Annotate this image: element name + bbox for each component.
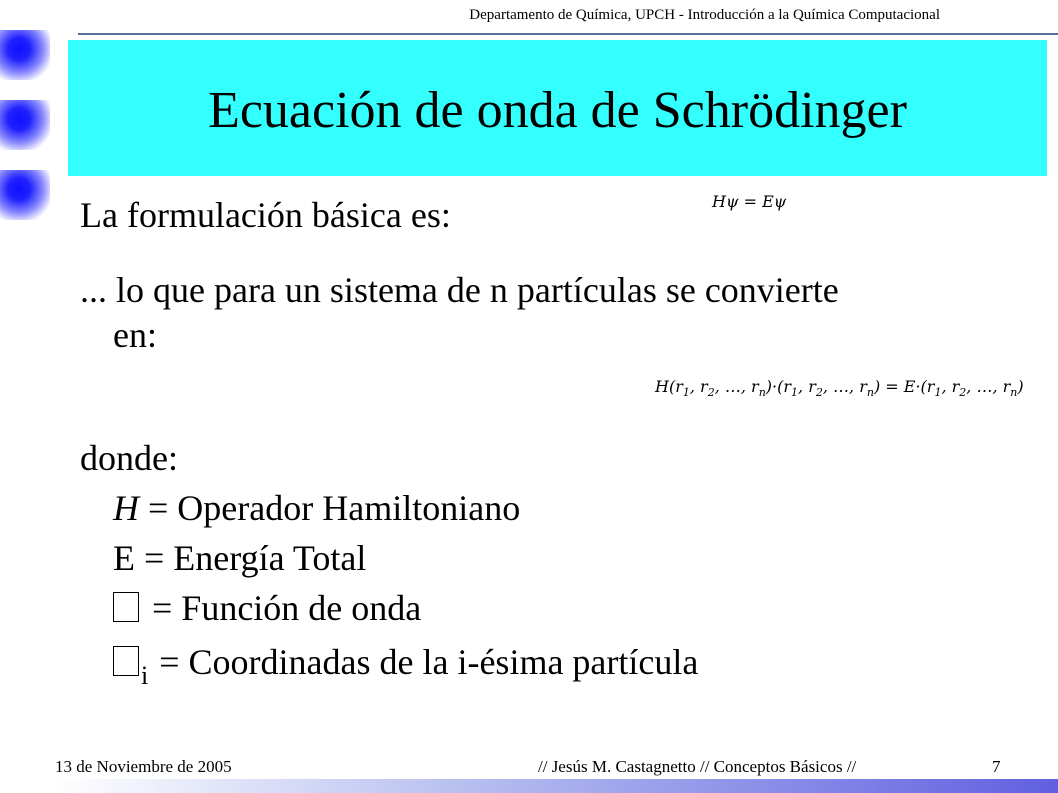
- slide-header: Departamento de Química, UPCH - Introducción a la Química Computacional: [469, 7, 940, 23]
- n-particle-text: ... lo que para un sistema de n partículas se convierte: [80, 270, 839, 310]
- donde-label: donde:: [80, 438, 178, 478]
- coordinate-subscript: i: [141, 661, 149, 690]
- equation-n-particle: H(𝑟$_1$, 𝑟$_2$, …, 𝑟$_n$)·(𝑟$_1$, 𝑟$_2$, …, 𝑟$_n$) = E·(𝑟$_1$, 𝑟$_2$, …, 𝑟$_n$): [655, 377, 1024, 400]
- header-divider: [78, 33, 1058, 35]
- definition-coordinates: [113, 640, 698, 688]
- footer-gradient-bar: [55, 779, 1058, 793]
- page-number: 7: [992, 757, 1001, 776]
- footer-date: 13 de Noviembre de 2005: [55, 757, 232, 776]
- slide-title: Ecuación de onda de Schrödinger: [208, 82, 907, 139]
- decorative-bullet-icon: [0, 30, 50, 80]
- decorative-bullet-icon: [0, 100, 50, 150]
- n-particle-text-cont: en:: [113, 315, 157, 355]
- definition-wavefunction: [113, 586, 421, 630]
- equation-simple: H𝜓 = E𝜓: [712, 192, 787, 211]
- coordinates-text: = Coordinadas de la i-ésima partícula: [150, 642, 699, 682]
- definition-energy: E = Energía Total: [113, 538, 367, 578]
- missing-glyph-icon: [113, 646, 139, 676]
- footer-author: // Jesús M. Castagnetto // Conceptos Básicos //: [538, 757, 857, 776]
- intro-text: La formulación básica es:: [80, 195, 451, 235]
- hamiltonian-text: = Operador Hamiltoniano: [139, 488, 521, 528]
- wavefunction-text: = Función de onda: [143, 588, 422, 628]
- missing-glyph-icon: [113, 592, 139, 622]
- definition-hamiltonian: [113, 486, 520, 530]
- decorative-bullet-icon: [0, 170, 50, 220]
- hamiltonian-symbol: H: [113, 488, 139, 528]
